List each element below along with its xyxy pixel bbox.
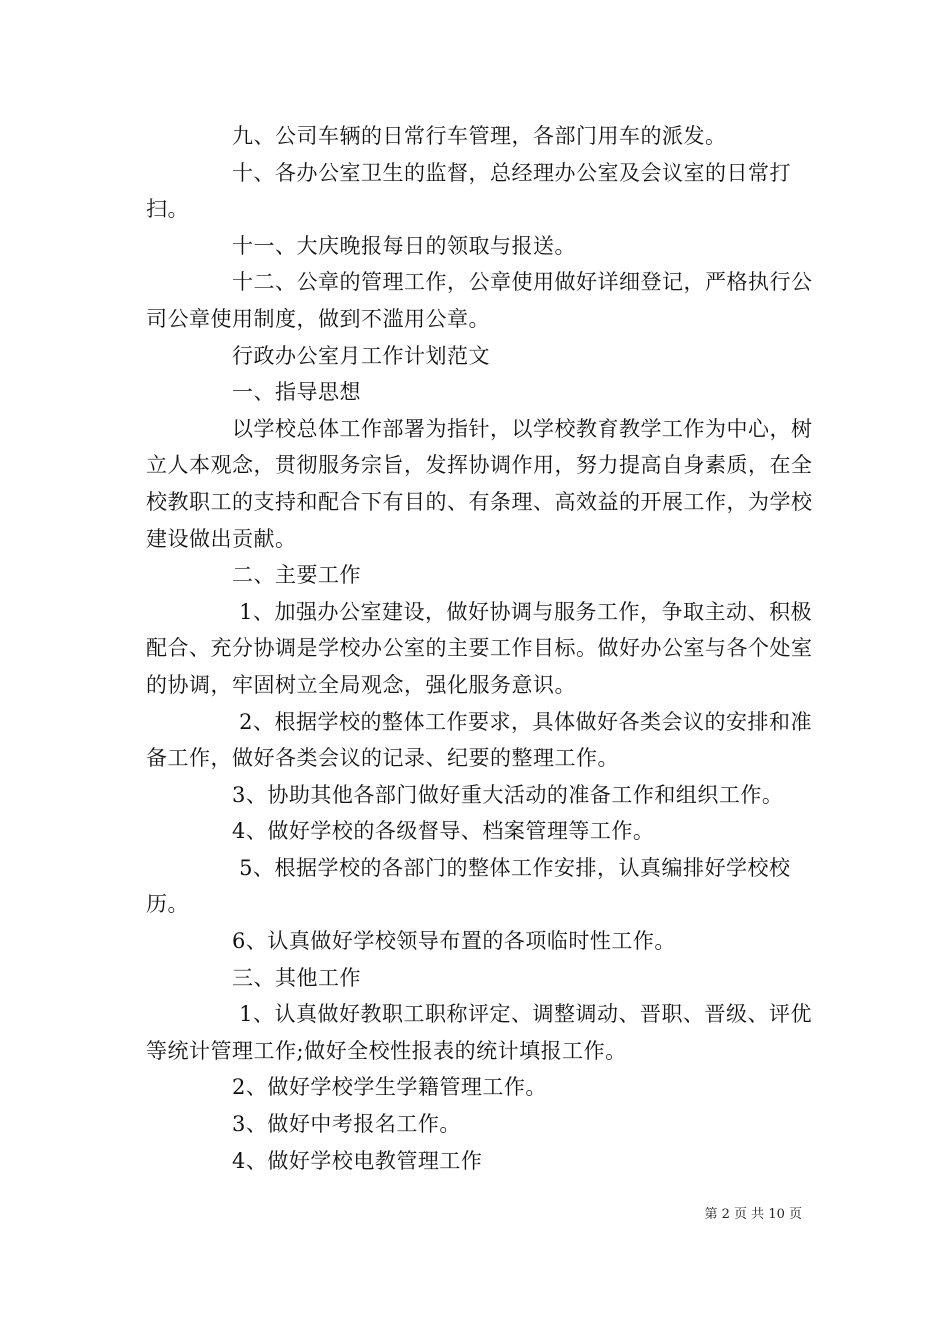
paragraph: 2、根据学校的整体工作要求，具体做好各类会议的安排和准备工作，做好各类会议的记录、纪要的整理工作。 — [146, 709, 813, 771]
paragraph: 九、公司车辆的日常行车管理，各部门用车的派发。 — [146, 124, 727, 148]
paragraph: 5、根据学校的各部门的整体工作安排，认真编排好学校校历。 — [146, 855, 791, 917]
paragraph: 以学校总体工作部署为指针，以学校教育教学工作为中心，树立人本观念，贯彻服务宗旨，发挥协调作用，努力提高自身素质，在全校教职工的支持和配合下有目的、有条理、高效益的开展工作，为学校建设做出贡献。 — [146, 416, 813, 551]
section-heading: 一、指导思想 — [146, 380, 361, 405]
paragraph: 4、做好学校的各级督导、档案管理等工作。 — [146, 819, 655, 844]
section-heading: 三、其他工作 — [146, 965, 361, 990]
section-title: 行政办公室月工作计划范文 — [146, 343, 490, 368]
document-body — [146, 118, 818, 1179]
paragraph: 3、做好中考报名工作。 — [146, 1112, 461, 1137]
paragraph: 1、加强办公室建设，做好协调与服务工作，争取主动、积极配合、充分协调是学校办公室的主要工作目标。做好办公室与各个处室的协调，牢固树立全局观念，强化服务意识。 — [146, 599, 813, 697]
paragraph: 十一、大庆晚报每日的领取与报送。 — [146, 233, 576, 258]
paragraph: 十二、公章的管理工作，公章使用做好详细登记，严格执行公司公章使用制度，做到不滥用公章。 — [146, 270, 813, 331]
paragraph: 3、协助其他各部门做好重大活动的准备工作和组织工作。 — [146, 782, 784, 807]
paragraph: 十、各办公室卫生的监督，总经理办公室及会议室的日常打扫。 — [146, 160, 791, 222]
section-heading: 二、主要工作 — [146, 563, 361, 588]
paragraph: 6、认真做好学校领导布置的各项临时性工作。 — [146, 929, 676, 954]
paragraph: 4、做好学校电教管理工作 — [146, 1148, 483, 1173]
paragraph: 2、做好学校学生学籍管理工作。 — [146, 1075, 547, 1100]
paragraph: 1、认真做好教职工职称评定、调整调动、晋职、晋级、评优等统计管理工作;做好全校性报表的统计填报工作。 — [146, 1002, 813, 1063]
page-number: 第 2 页 共 10 页 — [704, 1207, 802, 1222]
